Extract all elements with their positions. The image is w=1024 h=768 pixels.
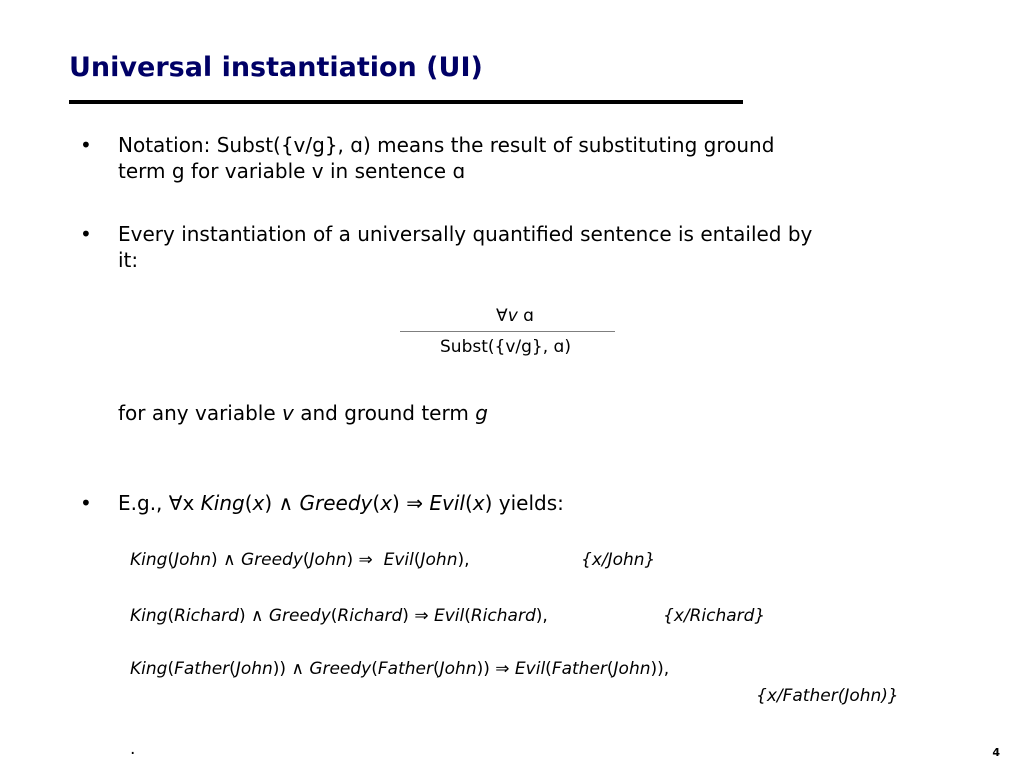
constant-john: John xyxy=(235,659,273,679)
example-2: King(Richard) ∧ Greedy(Richard) ⇒ Evil(Richard), xyxy=(130,606,548,626)
page-number: 4 xyxy=(992,746,1000,759)
predicate-greedy: Greedy xyxy=(240,550,303,570)
and-symbol: ∧ xyxy=(223,550,236,570)
eg-paren: ( xyxy=(464,491,473,515)
eg-paren: ) xyxy=(264,491,279,515)
bullet-3-dot: • xyxy=(80,491,92,515)
note-middle: and ground term xyxy=(293,401,476,425)
example-3-substitution: {x/Father(John)} xyxy=(756,686,899,706)
constant-richard: Richard xyxy=(337,606,403,626)
predicate-greedy: Greedy xyxy=(268,606,331,626)
eg-king: King xyxy=(200,491,245,515)
forall-symbol: ∀ xyxy=(496,306,508,326)
eg-evil: Evil xyxy=(422,491,465,515)
eg-var: x xyxy=(472,491,485,515)
bullet-1-line-1: Notation: Subst({v/g}, ɑ) means the result of substituting ground xyxy=(118,133,775,157)
eg-x: x xyxy=(182,491,201,515)
close-paren: ), xyxy=(457,550,470,570)
eg-suffix: yields: xyxy=(492,491,564,515)
and-symbol: ∧ xyxy=(278,491,294,515)
rule-condition xyxy=(118,400,918,426)
example-1: King(John) ∧ Greedy(John) ⇒ Evil(John), xyxy=(130,550,470,570)
and-symbol: ∧ xyxy=(291,659,304,679)
predicate-greedy: Greedy xyxy=(309,659,372,679)
function-father: Father xyxy=(377,659,433,679)
predicate-evil: Evil xyxy=(514,659,546,679)
eg-forall: ∀ xyxy=(168,491,183,515)
constant-john: John xyxy=(309,550,347,570)
slide-title: Universal instantiation (UI) xyxy=(69,52,483,83)
bullet-1-line-2: term g for variable v in sentence ɑ xyxy=(118,159,466,183)
rule-alpha: ɑ xyxy=(523,306,534,326)
bullet-2-dot: • xyxy=(80,222,92,246)
example-2-substitution: {x/Richard} xyxy=(663,606,766,626)
bullet-1-dot: • xyxy=(80,133,92,157)
eg-var: x xyxy=(252,491,265,515)
constant-john: John xyxy=(174,550,212,570)
rule-divider xyxy=(400,331,615,332)
bullet-2-line-1: Every instantiation of a universally quantified sentence is entailed by xyxy=(118,222,813,246)
predicate-evil: Evil xyxy=(433,606,465,626)
close-paren: )), xyxy=(650,659,670,679)
bullet-2-line-2: it: xyxy=(118,248,139,272)
note-g: g xyxy=(475,401,488,425)
title-underline xyxy=(69,100,743,104)
eg-paren: ( xyxy=(244,491,253,515)
close-paren: ), xyxy=(535,606,548,626)
implies-symbol: ⇒ xyxy=(495,659,510,679)
example-3: King(Father(John)) ∧ Greedy(Father(John)) ⇒ Evil(Father(John)), xyxy=(130,659,670,679)
implies-symbol: ⇒ xyxy=(358,550,373,570)
inference-rule xyxy=(400,305,615,358)
eg-prefix: E.g., xyxy=(118,491,169,515)
example-1-substitution: {x/John} xyxy=(581,550,656,570)
function-father: Father xyxy=(551,659,607,679)
implies-symbol: ⇒ xyxy=(406,491,423,515)
eg-paren: ( xyxy=(372,491,381,515)
rule-variable: v xyxy=(507,306,518,326)
rule-conclusion: Subst({v/g}, ɑ) xyxy=(440,337,571,357)
note-prefix: for any variable xyxy=(118,401,283,425)
eg-var: x xyxy=(380,491,393,515)
and-symbol: ∧ xyxy=(250,606,264,626)
eg-paren: ) xyxy=(392,491,407,515)
implies-symbol: ⇒ xyxy=(414,606,429,626)
constant-richard: Richard xyxy=(470,606,536,626)
eg-paren: ) xyxy=(484,491,493,515)
constant-richard: Richard xyxy=(174,606,239,626)
note-v: v xyxy=(282,401,294,425)
constant-john: John xyxy=(613,659,651,679)
predicate-king: King xyxy=(130,550,168,570)
constant-john: John xyxy=(420,550,458,570)
constant-john: John xyxy=(439,659,477,679)
function-father: Father xyxy=(174,659,230,679)
rule-premise xyxy=(400,305,615,327)
predicate-evil: Evil xyxy=(383,550,414,570)
predicate-king: King xyxy=(130,606,168,626)
predicate-king: King xyxy=(130,659,168,679)
trailing-dot: . xyxy=(130,739,136,759)
bullet-3-line xyxy=(118,490,918,516)
eg-greedy: Greedy xyxy=(293,491,373,515)
